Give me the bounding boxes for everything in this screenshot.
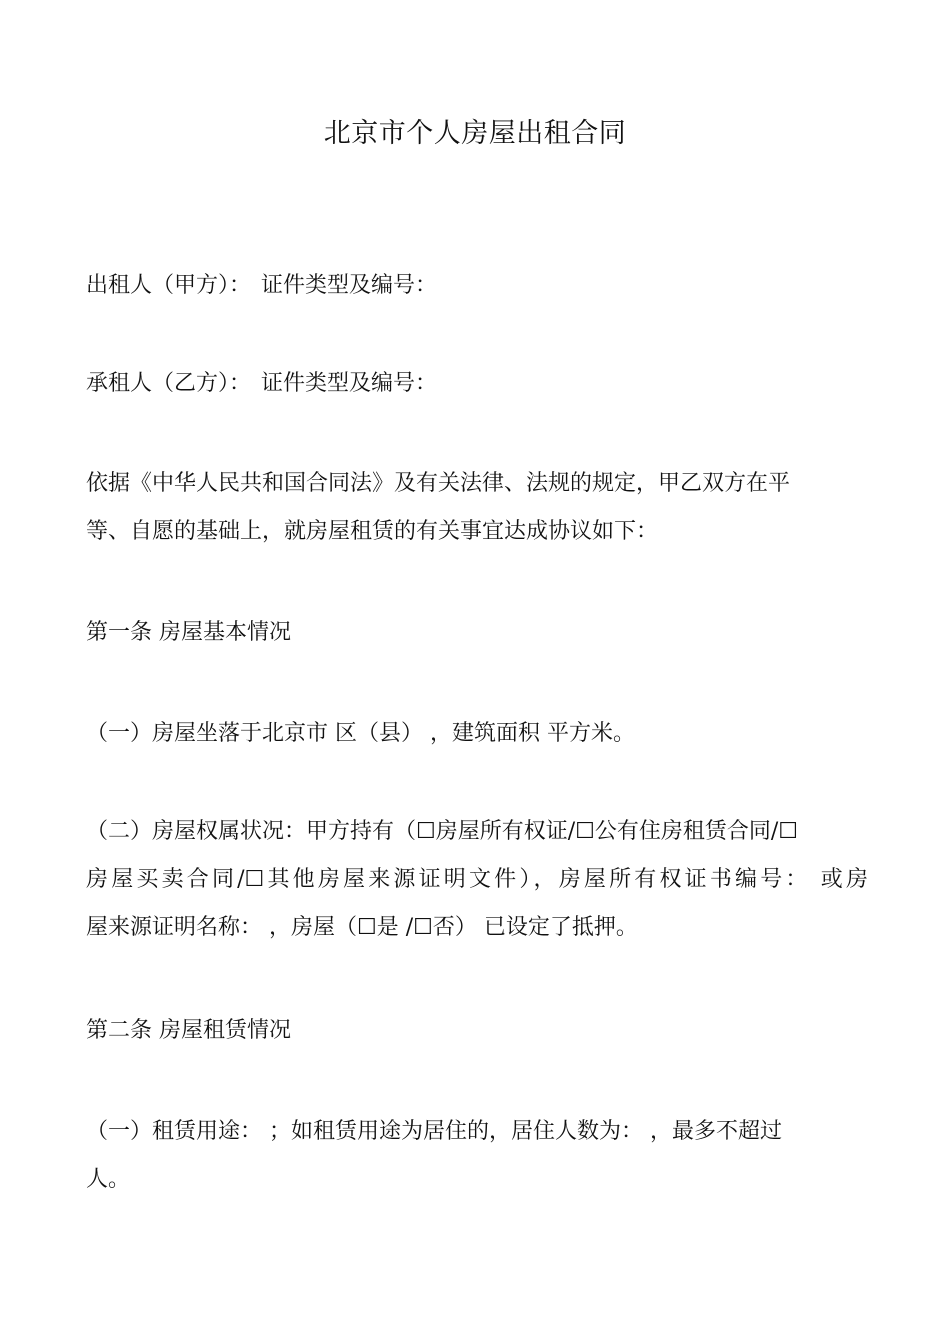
article-1-heading: 第一条 房屋基本情况 [86,620,291,645]
article-2-clause-1 [86,1108,868,1204]
preamble-line-1: 依据《中华人民共和国合同法》及有关法律、法规的规定，甲乙双方在平 [86,471,791,496]
article-2-clause-1-line-1: （一）租赁用途： ；如租赁用途为居住的，居住人数为： ，最多不超过 [86,1119,782,1144]
lessor-label: 出租人（甲方）： [86,273,252,298]
lessor-id-label: 证件类型及编号： [261,273,438,298]
article-2-clause-1-line-2: 人。 [86,1167,131,1192]
article-1-clause-1: （一）房屋坐落于北京市 区（县） ，建筑面积 平方米。 [86,721,635,746]
article-1-clause-2-line-1: （二）房屋权属状况：甲方持有（☐房屋所有权证/☐公有住房租赁合同/☐ [86,819,798,844]
lessee-id-label: 证件类型及编号： [261,371,438,396]
lessor-line [86,262,868,310]
document-title: 北京市个人房屋出租合同 [323,118,627,149]
preamble-paragraph [86,460,868,556]
lessee-label: 承租人（乙方）： [86,371,252,396]
article-1-clause-2-line-2: 房屋买卖合同/☐其他房屋来源证明文件），房屋所有权证书编号： 或房 [86,867,868,892]
article-1-clause-2 [86,808,868,952]
article-1-clause-2-line-3: 屋来源证明名称： ，房屋（☐是 /☐否） 已设定了抵押。 [86,915,638,940]
lessee-line [86,360,868,408]
preamble-line-2: 等、自愿的基础上，就房屋租赁的有关事宜达成协议如下： [86,519,659,544]
article-2-heading: 第二条 房屋租赁情况 [86,1018,291,1043]
